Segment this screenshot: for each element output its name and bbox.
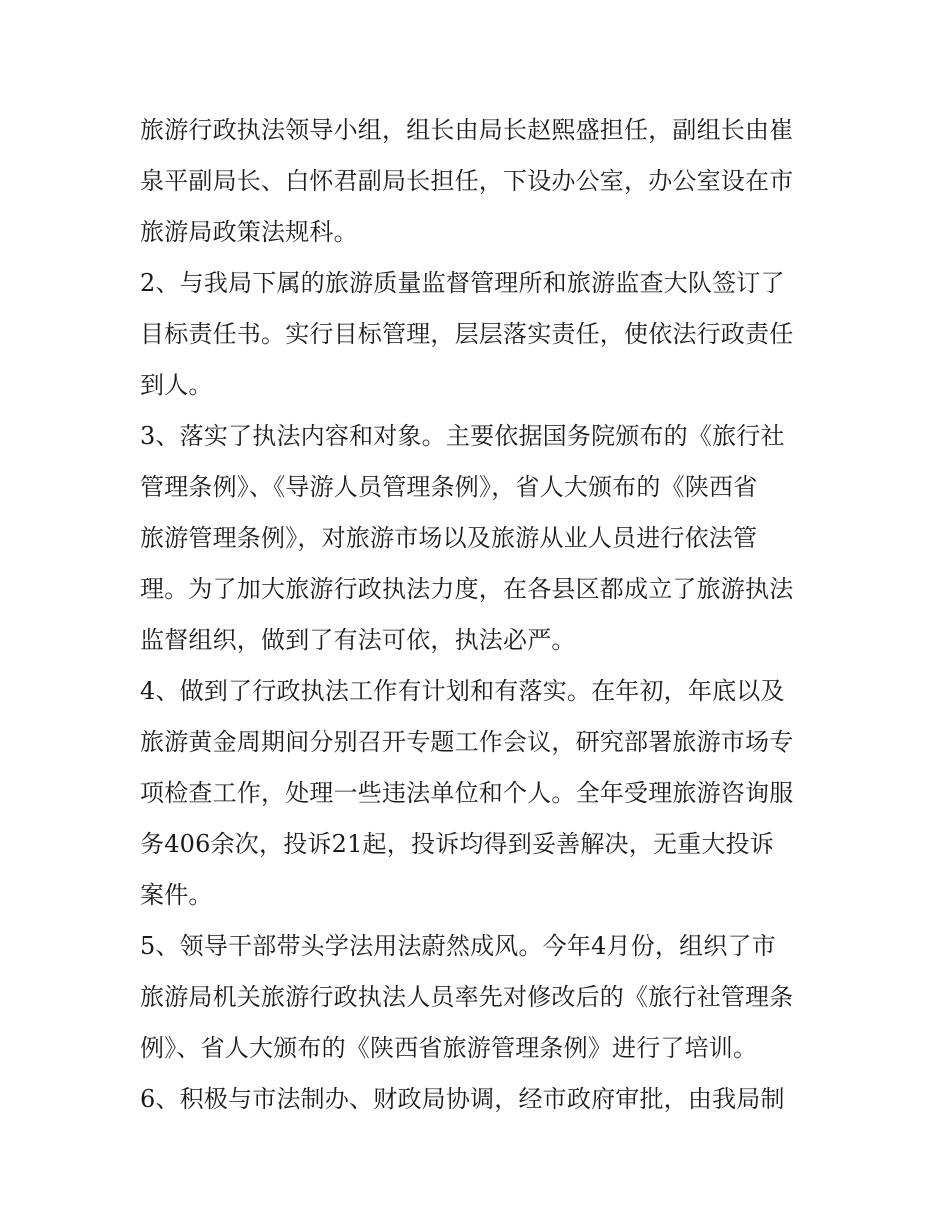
text-line: 6、积极与市法制办、财政局协调，经市政府审批，由我局制: [140, 1085, 785, 1113]
text-line: 理。为了加大旅游行政执法力度，在各县区都成立了旅游执法: [140, 575, 794, 603]
text-line: 监督组织，做到了有法可依，执法必严。: [140, 626, 576, 654]
document-body: [140, 105, 820, 1125]
text-line: 5、领导干部带头学法用法蔚然成风。今年4月份，组织了市: [140, 932, 776, 960]
text-line: 旅游管理条例》，对旅游市场以及旅游从业人员进行依法管: [140, 524, 758, 552]
text-line: 旅游行政执法领导小组，组长由局长赵熙盛担任，副组长由崔: [140, 116, 794, 144]
text-line: 目标责任书。实行目标管理，层层落实责任，使依法行政责任: [140, 320, 794, 348]
text-line: 泉平副局长、白怀君副局长担任，下设办公室，办公室设在市: [140, 167, 794, 195]
text-line: 旅游局政策法规科。: [140, 218, 358, 246]
text-line: 案件。: [140, 881, 213, 909]
text-line: 例》、省人大颁布的《陕西省旅游管理条例》进行了培训。: [140, 1034, 758, 1062]
text-line: 务406余次，投诉21起，投诉均得到妥善解决，无重大投诉: [140, 830, 774, 858]
text-line: 旅游黄金周期间分别召开专题工作会议，研究部署旅游市场专: [140, 728, 794, 756]
text-line: 旅游局机关旅游行政执法人员率先对修改后的《旅行社管理条: [140, 983, 794, 1011]
text-line: 项检查工作，处理一些违法单位和个人。全年受理旅游咨询服: [140, 779, 794, 807]
text-line: 4、做到了行政执法工作有计划和有落实。在年初，年底以及: [140, 677, 785, 705]
text-line: 2、与我局下属的旅游质量监督管理所和旅游监查大队签订了: [140, 269, 785, 297]
text-line: 管理条例》、《导游人员管理条例》，省人大颁布的《陕西省: [140, 473, 758, 501]
text-line: 3、落实了执法内容和对象。主要依据国务院颁布的《旅行社: [140, 422, 785, 450]
text-line: 到人。: [140, 371, 213, 399]
